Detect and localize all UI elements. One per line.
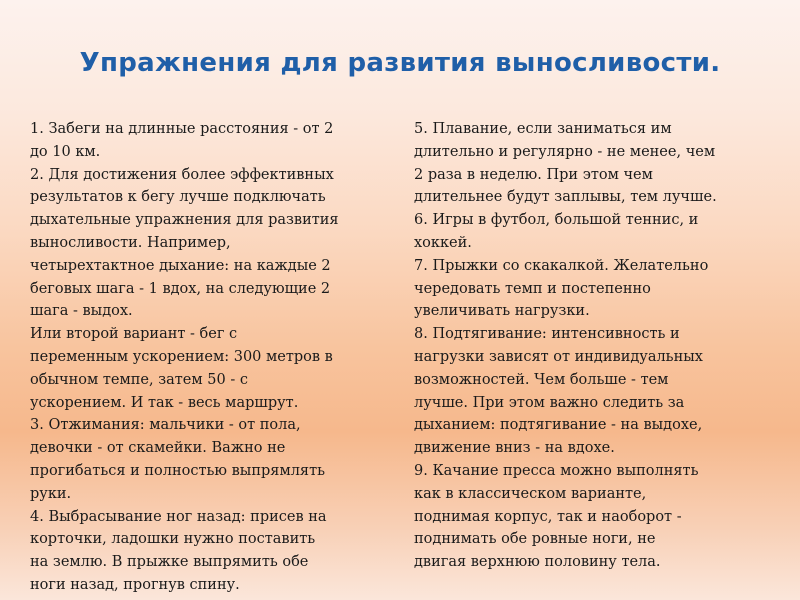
text-line: 4. Выбрасывание ног назад: присев на [30,508,327,525]
text-line: руки. [30,485,72,502]
text-line: увеличивать нагрузки. [414,303,590,320]
text-line: 9. Качание пресса можно выполнять [414,462,699,479]
left-column [30,118,400,597]
text-line: Или второй вариант - бег с [30,326,238,343]
text-line: длительнее будут заплывы, тем лучше. [414,189,717,206]
right-column [414,118,784,574]
text-line: дыханием: подтягивание - на выдохе, [414,417,703,434]
text-line: дыхательные упражнения для развития [30,212,339,229]
text-line: шага - выдох. [30,303,133,320]
text-line: поднимая корпус, так и наоборот - [414,508,682,525]
text-line: ускорением. И так - весь маршрут. [30,394,299,411]
text-line: хоккей. [414,234,472,251]
text-line: нагрузки зависят от индивидуальных [414,348,703,365]
text-line: 1. Забеги на длинные расстояния - от 2 [30,121,334,137]
text-line: беговых шага - 1 вдох, на следующие 2 [30,280,331,297]
text-line: 5. Плавание, если заниматься им [414,121,672,137]
text-line: 6. Игры в футбол, большой теннис, и [414,212,699,229]
text-line: 7. Прыжки со скакалкой. Желательно [414,257,709,274]
text-line: результатов к бегу лучше подключать [30,189,326,206]
text-line: чередовать темп и постепенно [414,280,651,297]
text-line: девочки - от скамейки. Важно не [30,440,286,457]
text-line: 3. Отжимания: мальчики - от пола, [30,417,301,434]
text-line: корточки, ладошки нужно поставить [30,531,316,548]
text-line: на землю. В прыжке выпрямить обе [30,554,309,571]
text-line: четырехтактное дыхание: на каждые 2 [30,257,331,274]
text-line: до 10 км. [30,143,101,160]
text-line: прогибаться и полностью выпрямлять [30,462,325,479]
text-line: возможностей. Чем больше - тем [414,371,669,388]
text-line: как в классическом варианте, [414,485,647,502]
text-line: поднимать обе ровные ноги, не [414,531,656,548]
text-line: 2 раза в неделю. При этом чем [414,166,653,183]
text-line: длительно и регулярно - не менее, чем [414,143,716,160]
text-line: лучше. При этом важно следить за [414,394,685,411]
text-line: ноги назад, прогнув спину. [30,576,240,593]
text-line: двигая верхнюю половину тела. [414,554,661,571]
text-line: обычном темпе, затем 50 - с [30,371,248,388]
text-line: 8. Подтягивание: интенсивность и [414,326,680,343]
text-line: движение вниз - на вдохе. [414,440,615,457]
slide-title: Упражнения для развития выносливости. [79,48,721,78]
text-line: 2. Для достижения более эффективных [30,166,334,183]
text-line: выносливости. Например, [30,234,231,251]
text-line: переменным ускорением: 300 метров в [30,348,333,365]
